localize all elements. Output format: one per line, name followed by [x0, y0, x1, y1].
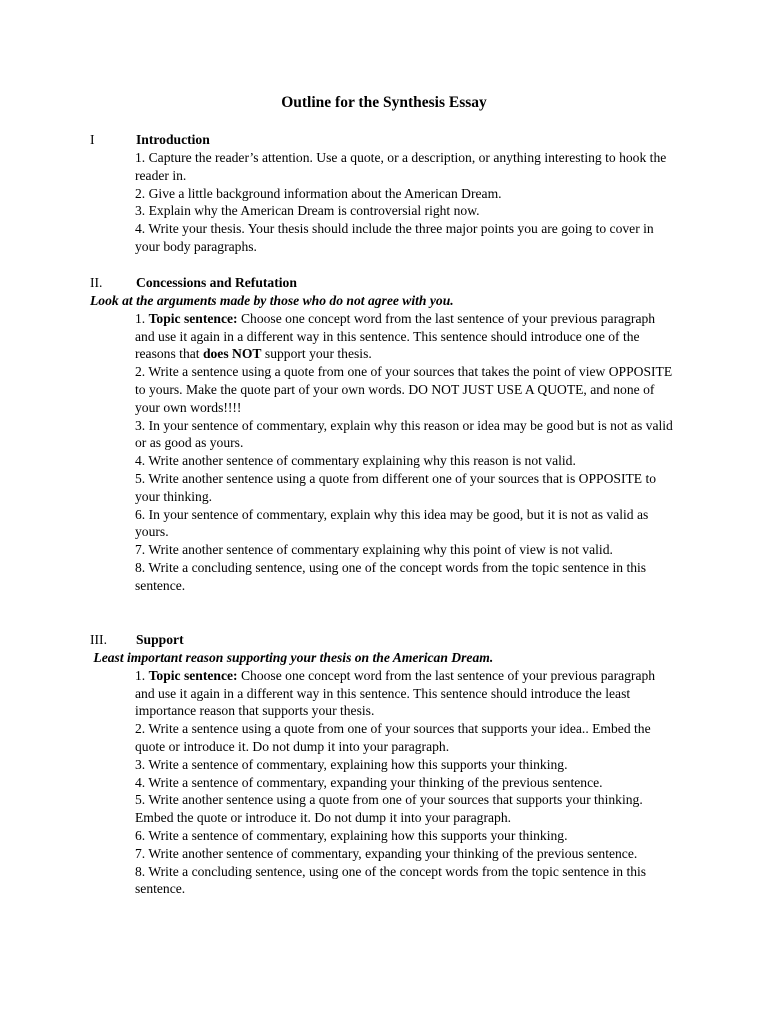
- outline-item: 3. Write a sentence of commentary, explaining how this supports your thinking.: [135, 756, 568, 772]
- section-numeral: II.: [90, 275, 103, 290]
- document-title: Outline for the Synthesis Essay: [281, 94, 487, 111]
- item-text: Choose one concept word from the last sentence of your previous paragraph and use it again in a different way in this sentence. This sentence should introduce one of the reasons that: [135, 310, 656, 362]
- outline-item-topic-sentence: [135, 310, 675, 363]
- outline-list: [135, 667, 675, 898]
- outline-item: 2. Write a sentence using a quote from one of your sources that supports your idea.. Embed the quote or introduce it. Do not dump it into your paragraph.: [135, 721, 651, 754]
- section-header: [90, 131, 690, 149]
- item-number: 1.: [135, 310, 149, 326]
- section-heading: Concessions and Refutation: [136, 275, 297, 290]
- outline-list: [135, 149, 675, 256]
- item-number: 1.: [135, 667, 149, 683]
- outline-item-topic-sentence: [135, 667, 675, 720]
- section-numeral: III.: [90, 632, 107, 647]
- section-header: [90, 274, 690, 292]
- item-bold-lead: Topic sentence:: [148, 667, 238, 683]
- section-note: Least important reason supporting your thesis on the American Dream.: [90, 650, 494, 665]
- outline-item: 5. Write another sentence using a quote from different one of your sources that is OPPOSITE to your thinking.: [135, 470, 657, 504]
- section-header: [90, 631, 690, 649]
- section-concessions-refutation: [90, 274, 690, 595]
- section-note: Look at the arguments made by those who do not agree with you.: [90, 293, 454, 308]
- item-text: Choose one concept word from the last sentence of your previous paragraph and use it again in a different way in this sentence. This sentence should introduce the least importance reason that supports your thesis.: [135, 667, 656, 719]
- outline-item: 3. Explain why the American Dream is controversial right now.: [135, 203, 480, 219]
- outline-item: 7. Write another sentence of commentary explaining why this point of view is not valid.: [135, 542, 613, 558]
- outline-item: 6. Write a sentence of commentary, explaining how this supports your thinking.: [135, 827, 568, 843]
- outline-item: 4. Write a sentence of commentary, expanding your thinking of the previous sentence.: [135, 774, 603, 790]
- outline-item: 6. In your sentence of commentary, explain why this idea may be good, but it is not as valid as yours.: [135, 506, 649, 540]
- section-numeral: I: [90, 132, 95, 147]
- outline-item: 4. Write another sentence of commentary explaining why this reason is not valid.: [135, 453, 576, 469]
- section-heading: Support: [136, 632, 184, 647]
- item-bold-emphasis: does NOT: [202, 346, 262, 362]
- outline-item: 1. Capture the reader’s attention. Use a quote, or a description, or anything interesting to hook the reader in.: [135, 150, 667, 183]
- outline-item: 2. Write a sentence using a quote from one of your sources that takes the point of view OPPOSITE to yours. Make the quote part of your own words. DO NOT JUST USE A QUOTE, and none of your own words!!!!: [135, 364, 673, 415]
- outline-item: 5. Write another sentence using a quote from one of your sources that supports your thinking. Embed the quote or introduce it. Do not dump it into your paragraph.: [135, 792, 643, 826]
- item-text: support your thesis.: [261, 346, 372, 362]
- outline-item: 4. Write your thesis. Your thesis should include the three major points you are going to cover in your body paragraphs.: [135, 221, 654, 254]
- outline-list: [135, 310, 675, 595]
- outline-item: 8. Write a concluding sentence, using one of the concept words from the topic sentence in this sentence.: [135, 863, 647, 897]
- outline-item: 3. In your sentence of commentary, explain why this reason or idea may be good but is not as valid or as good as yours.: [135, 417, 673, 451]
- outline-item: 7. Write another sentence of commentary, expanding your thinking of the previous sentence.: [135, 845, 638, 861]
- section-heading: Introduction: [136, 132, 210, 147]
- item-bold-lead: Topic sentence:: [148, 310, 238, 326]
- section-support: [90, 631, 690, 898]
- section-introduction: [90, 131, 690, 256]
- outline-item: 8. Write a concluding sentence, using one of the concept words from the topic sentence in this sentence.: [135, 559, 647, 593]
- outline-item: 2. Give a little background information about the American Dream.: [135, 185, 502, 201]
